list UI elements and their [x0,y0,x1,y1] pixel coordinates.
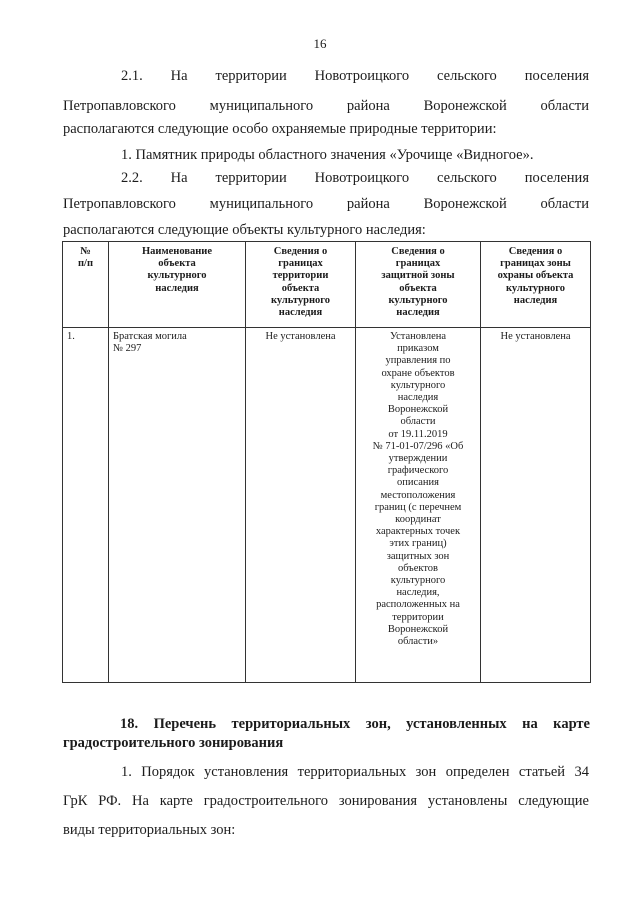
page-number: 16 [313,36,327,51]
section-18-heading-line-2: градостроительного зонирования [63,735,284,751]
header-object-name: Наименование объекта культурного наследия [109,242,246,328]
cell-number: 1. [63,328,109,683]
section-18-paragraph-line-3: виды территориальных зон: [63,822,236,838]
section-2-2-line-2: Петропавловского муниципального района Воронежской области [63,196,589,212]
cultural-heritage-table [62,241,591,683]
table-header-row [63,242,591,328]
section-2-2-line-1: 2.2. На территории Новотроицкого сельского поселения [121,170,589,186]
cell-object-name: Братская могила № 297 [109,328,246,683]
section-18-heading-line-1: 18. Перечень территориальных зон, установленных на карте [120,716,590,732]
header-protective-zone: Сведения о границах защитной зоны объекта культурного наследия [356,242,481,328]
section-2-2-line-3: располагаются следующие объекты культурного наследия: [63,222,426,238]
cell-territory-bounds: Не установлена [246,328,356,683]
section-18-paragraph-line-2: ГрК РФ. На карте градостроительного зонирования установлены следующие [63,793,589,809]
table-row [63,328,591,683]
section-18-heading [63,715,590,753]
header-territory-bounds: Сведения о границах территории объекта культурного наследия [246,242,356,328]
section-2-1-line-1: 2.1. На территории Новотроицкого сельского поселения [121,68,589,84]
section-2-1-line-2: Петропавловского муниципального района Воронежской области [63,98,589,114]
section-2-1-line-3: располагаются следующие особо охраняемые природные территории: [63,121,497,137]
natural-monument-item: 1. Памятник природы областного значения «Урочище «Видногое». [121,147,534,163]
header-number: № п/п [63,242,109,328]
header-protection-zone: Сведения о границах зоны охраны объекта культурного наследия [481,242,591,328]
cell-protection-zone: Не установлена [481,328,591,683]
cell-protective-zone: Установлена приказом управления по охране объектов культурного наследия Воронежской области от 19.11.2019 № 71-01-07/296 «Об утверждении графического описания местоположения границ (с перечнем координат характерных точек этих границ) защитных зон объектов культурного наследия, расположенных на территории Воронежской области» [356,328,481,683]
section-18-paragraph-line-1: 1. Порядок установления территориальных зон определен статьей 34 [121,764,589,780]
